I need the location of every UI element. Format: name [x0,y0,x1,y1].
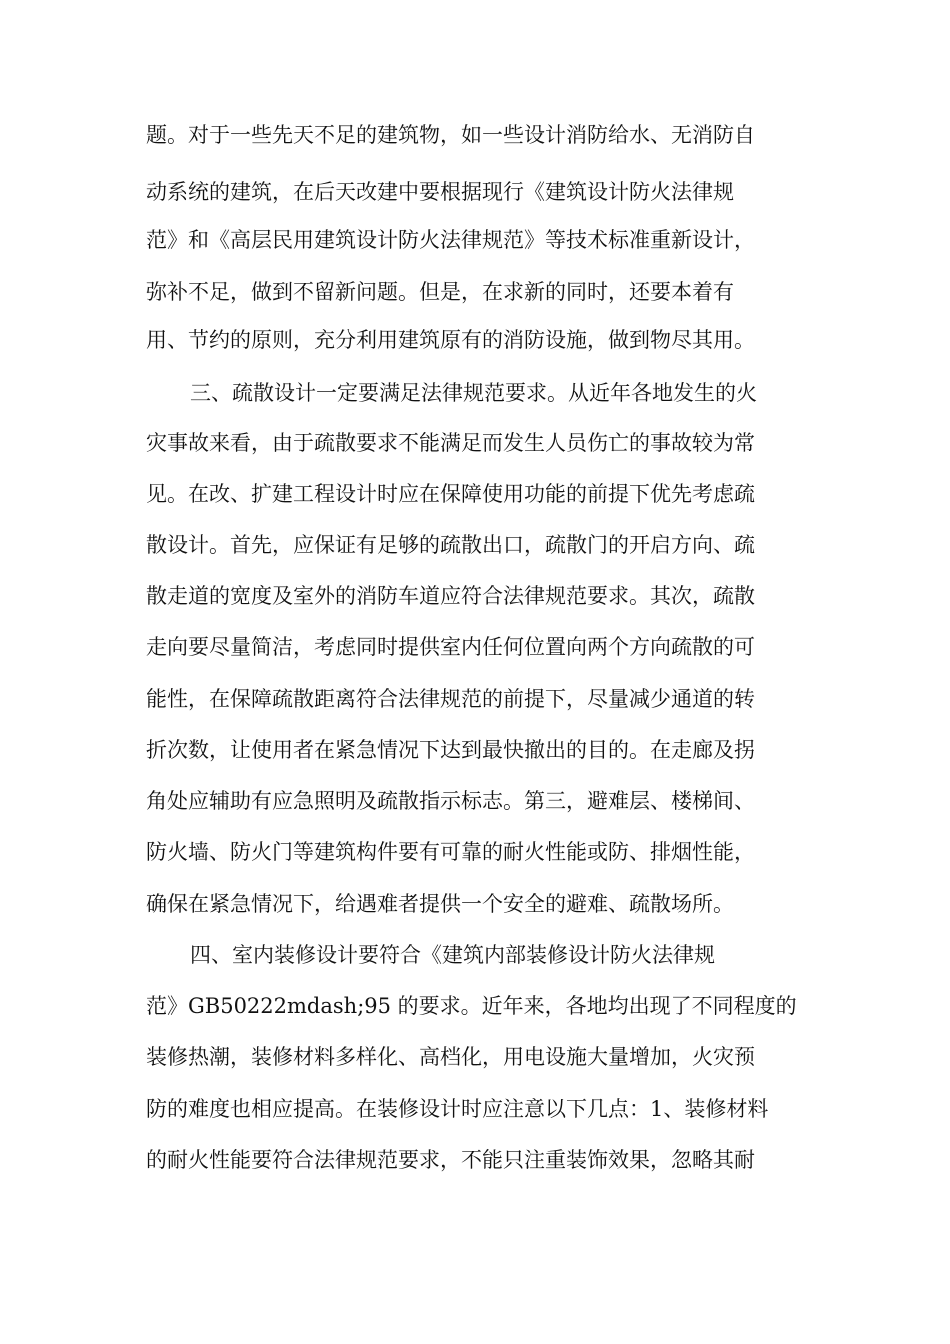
paragraph-start-line: 四、室内装修设计要符合《建筑内部装修设计防火法律规 [190,943,715,967]
text-line: 确保在紧急情况下，给遇难者提供一个安全的避难、疏散场所。 [146,892,734,916]
text-line: 走向要尽量简洁，考虑同时提供室内任何位置向两个方向疏散的可 [146,635,755,659]
text-line: 散走道的宽度及室外的消防车道应符合法律规范要求。其次，疏散 [146,584,755,608]
text-line: 用、节约的原则，充分利用建筑原有的消防设施，做到物尽其用。 [146,328,755,352]
text-line: 见。在改、扩建工程设计时应在保障使用功能的前提下优先考虑疏 [146,482,755,506]
text-line: 装修热潮，装修材料多样化、高档化，用电设施大量增加，火灾预 [146,1045,755,1069]
text-line: 防的难度也相应提高。在装修设计时应注意以下几点：1、装修材料 [146,1097,769,1121]
text-line: 折次数，让使用者在紧急情况下达到最快撤出的目的。在走廊及拐 [146,738,755,762]
text-line: 角处应辅助有应急照明及疏散指示标志。第三，避难层、楼梯间、 [146,789,755,813]
paragraph-start-line: 三、疏散设计一定要满足法律规范要求。从近年各地发生的火 [190,381,757,405]
text-line: 弥补不足，做到不留新问题。但是，在求新的同时，还要本着有 [146,280,734,304]
text-line: 散设计。首先，应保证有足够的疏散出口，疏散门的开启方向、疏 [146,533,755,557]
text-line: 防火墙、防火门等建筑构件要有可靠的耐火性能或防、排烟性能， [146,840,755,864]
text-line: 动系统的建筑，在后天改建中要根据现行《建筑设计防火法律规 [146,180,734,204]
text-line: 范》GB50222mdash;95 的要求。近年来，各地均出现了不同程度的 [146,994,797,1018]
text-line: 能性，在保障疏散距离符合法律规范的前提下，尽量减少通道的转 [146,687,755,711]
text-line: 的耐火性能要符合法律规范要求，不能只注重装饰效果，忽略其耐 [146,1148,755,1172]
text-line: 题。对于一些先天不足的建筑物，如一些设计消防给水、无消防自 [146,123,755,147]
text-line: 灾事故来看，由于疏散要求不能满足而发生人员伤亡的事故较为常 [146,431,755,455]
text-line: 范》和《高层民用建筑设计防火法律规范》等技术标准重新设计， [146,228,755,252]
